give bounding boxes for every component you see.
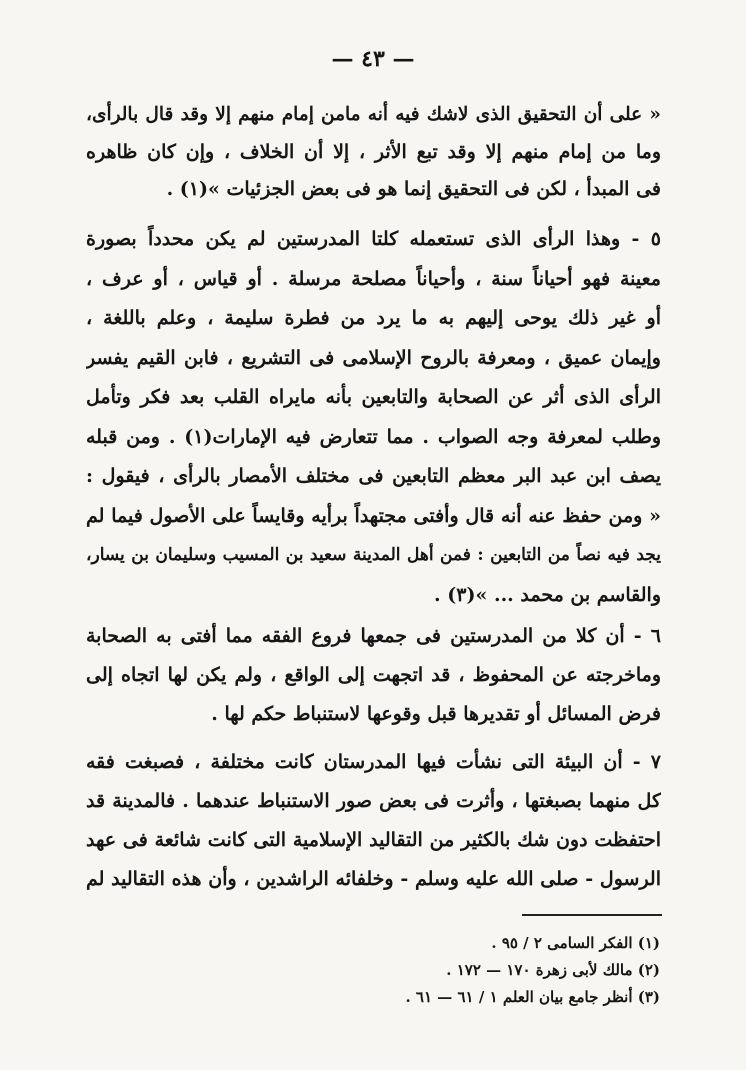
text-line: فى المبدأ ، لكن فى التحقيق إنما هو فى بعض الجزئيات »(١) .: [166, 178, 661, 200]
text-line: « على أن التحقيق الذى لاشك فيه أنه مامن إمام منهم إلا وقد قال بالرأى،: [86, 104, 661, 125]
text-line: احتفظت دون شك بالكثير من التقاليد الإسلامية التى كانت شائعة فى عهد: [86, 829, 661, 851]
text-line: « ومن حفظ عنه أنه قال وأفتى مجتهداً برأيه وقايساً على الأصول فيما لم: [86, 504, 661, 527]
text-line: فرض المسائل أو تقديرها قبل وقوعها لاستنباط حكم لها .: [211, 703, 661, 725]
paragraph-quote-continuation: [86, 96, 661, 209]
text-line: وماخرجته عن المحفوظ ، قد اتجهت إلى الواقع ، ولم يكن لها اتجاه إلى: [86, 664, 661, 686]
text-line: ٦ - أن كلا من المدرستين فى جمعها فروع الفقه مما أفتى به الصحابة: [86, 625, 661, 647]
footnote: (٢) مالك لأبى زهرة ١٧٠ — ١٧٢ .: [446, 961, 660, 979]
paragraph-point-5: [86, 220, 661, 615]
text-line: كل منهما بصبغتها ، وأثرت فى بعض صور الاستنباط عندهما . فالمدينة قد: [86, 790, 661, 812]
footnotes: [405, 930, 660, 1011]
text-line: وإيمان عميق ، ومعرفة بالروح الإسلامى فى التشريع ، فابن القيم يفسر: [86, 346, 661, 369]
text-line: والقاسم بن محمد ... »(٣) .: [434, 583, 661, 606]
footnote: (٣) أنظر جامع بيان العلم ١ / ٦١ — ٦١ .: [405, 988, 660, 1006]
text-line: يجد فيه نصاً من التابعين : فمن أهل المدينة سعيد بن المسيب وسليمان بن يسار،: [86, 545, 661, 565]
footnote-divider: [522, 914, 662, 916]
paragraph-point-6: [86, 617, 661, 734]
text-line: وطلب لمعرفة وجه الصواب . مما تتعارض فيه الإمارات(١) . ومن قبله: [86, 425, 661, 448]
text-line: ٧ - أن البيئة التى نشأت فيها المدرستان كانت مختلفة ، فصبغت فقه: [86, 751, 661, 773]
text-line: ٥ - وهذا الرأى الذى تستعمله كلتا المدرستين لم يكن محدداً بصورة: [86, 228, 661, 250]
text-line: الرسول - صلى الله عليه وسلم - وخلفائه الراشدين ، وأن هذه التقاليد لم: [86, 868, 661, 890]
paragraph-point-7: [86, 743, 661, 899]
text-line: الرأى الذى أثر عن الصحابة والتابعين بأنه مايراه القلب بعد فكر وتأمل: [86, 386, 661, 408]
text-line: أو غير ذلك يوحى إليهم به ما يرد من فطرة سليمة ، وعلم باللغة ،: [86, 307, 661, 329]
text-line: معينة فهو أحياناً سنة ، وأحياناً مصلحة مرسلة . أو قياس ، أو عرف ،: [86, 267, 661, 290]
footnote: (١) الفكر السامى ٢ / ٩٥ .: [491, 934, 660, 952]
text-line: يصف ابن عبد البر معظم التابعين فى مختلف الأمصار بالرأى ، فيقول :: [86, 465, 661, 487]
page-number: — ٤٣ —: [331, 46, 415, 72]
text-line: وما من إمام منهم إلا وقد تبع الأثر ، إلا أن الخلاف ، وإن كان ظاهره: [86, 140, 661, 163]
